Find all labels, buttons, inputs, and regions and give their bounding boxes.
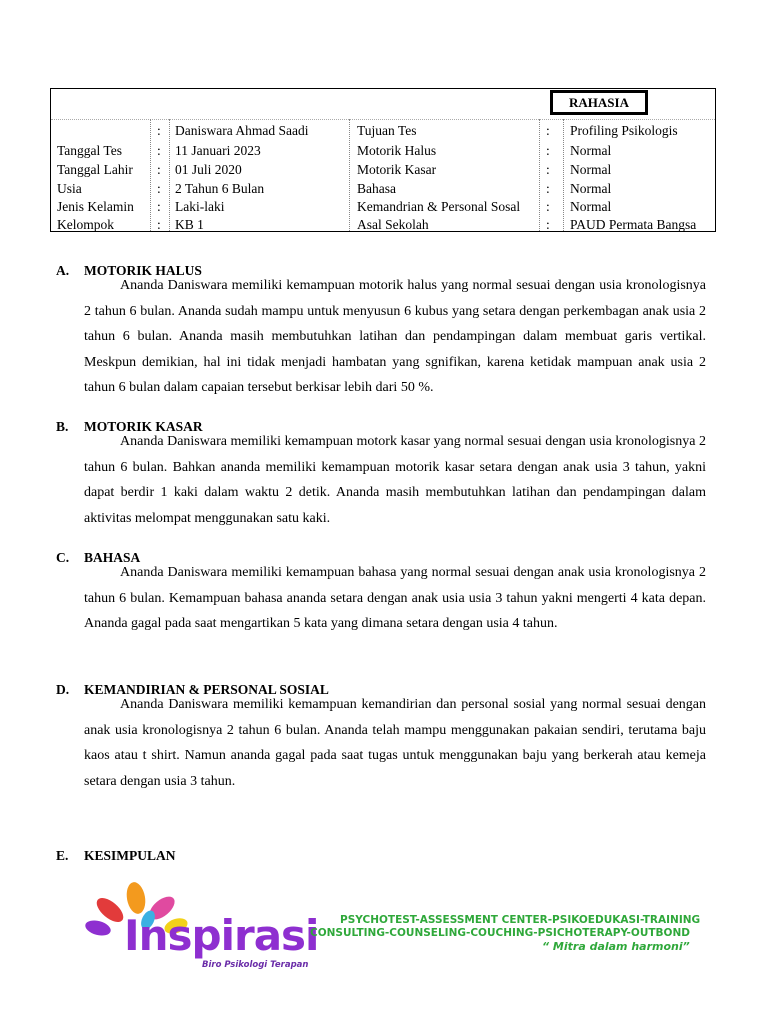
table-row (51, 141, 715, 160)
section-letter: A. (56, 263, 70, 278)
field-value: 11 Januari 2023 (175, 143, 261, 158)
field-label: Tujuan Tes (357, 123, 417, 138)
table-row (51, 179, 715, 198)
motto-text: “ Mitra dalam harmoni” (542, 940, 690, 953)
field-label: Motorik Kasar (357, 162, 437, 177)
field-separator: : (157, 217, 161, 232)
section-paragraph: Ananda Daniswara memiliki kemampuan motorik halus yang normal sesuai dengan usia kronologisnya 2 tahun 6 bulan. Ananda sudah mampu untuk menyusun 6 kubus yang setara dengan perkembagan anak usia 2 tahun 6 bulan. Ananda masih membutuhkan latihan dan pendampingan dalam membuat garis vertikal. Meskpun demikian, hal ini tidak menjadi hambatan yang sgnifikan, karena ketidak mampuan anak usia 2 tahun 6 bulan dalam capaian tersebut berkisar lebih dari 50 %. (84, 278, 706, 395)
field-value: 01 Juli 2020 (175, 162, 242, 177)
field-value: Laki-laki (175, 199, 225, 214)
tagline-services: PSYCHOTEST-ASSESSMENT CENTER-PSIKOEDUKASI-TRAINING (340, 914, 701, 926)
field-value: Normal (570, 199, 612, 214)
field-value: PAUD Permata Bangsa (570, 217, 697, 232)
section-letter: E. (56, 848, 69, 863)
field-separator: : (546, 217, 550, 232)
field-value: Profiling Psikologis (570, 123, 678, 138)
section-paragraph: Ananda Daniswara memiliki kemampuan kemandirian dan personal sosial yang normal sesuai dengan anak usia kronologisnya 2 tahun 6 bulan. Ananda telah mampu menggunakan pakaian sendiri, terutama baju kaos atau t shirt. Namun ananda gagal pada saat tugas untuk menggunakan baju yang berkerah atau kemeja setara dengan usia 3 tahun. (84, 697, 706, 789)
field-separator: : (546, 199, 550, 214)
brand-subtitle: Biro Psikologi Terapan (202, 960, 309, 970)
field-value: Normal (570, 143, 612, 158)
field-separator: : (157, 181, 161, 196)
section-title: MOTORIK KASAR (84, 419, 203, 434)
identity-table (50, 88, 716, 232)
section-bahasa (56, 549, 706, 637)
section-title: KEMANDIRIAN & PERSONAL SOSIAL (84, 682, 329, 697)
table-row (51, 160, 715, 179)
field-separator: : (157, 123, 161, 138)
field-value: Normal (570, 181, 612, 196)
field-label: Asal Sekolah (357, 217, 429, 232)
table-row (51, 121, 715, 140)
field-label: Usia (57, 181, 82, 196)
section-letter: D. (56, 682, 70, 697)
field-value: Daniswara Ahmad Saadi (175, 123, 309, 138)
tagline-programs: CONSULTING-COUNSELING-COUCHING-PSICHOTERAPY-OUTBOND (310, 927, 690, 939)
section-motorik-kasar (56, 418, 706, 531)
section-motorik-halus (56, 262, 706, 401)
letterhead-footer (84, 878, 701, 978)
section-heading (56, 847, 706, 865)
section-letter: B. (56, 419, 69, 434)
brand-logo-text: Inspirasi (124, 911, 319, 960)
field-separator: : (546, 123, 550, 138)
field-separator: : (157, 199, 161, 214)
section-kesimpulan (56, 847, 706, 865)
section-letter: C. (56, 550, 70, 565)
table-row (51, 197, 715, 216)
field-label: Kemandrian & Personal Sosal (357, 199, 521, 214)
field-label: Jenis Kelamin (57, 199, 134, 214)
section-title: MOTORIK HALUS (84, 263, 202, 278)
section-kemandirian (56, 681, 706, 794)
field-label: Motorik Halus (357, 143, 437, 158)
field-value: Normal (570, 162, 612, 177)
field-label: Bahasa (357, 181, 396, 196)
table-row (51, 215, 715, 234)
confidential-label: RAHASIA (550, 90, 648, 115)
field-value: 2 Tahun 6 Bulan (175, 181, 265, 196)
section-paragraph: Ananda Daniswara memiliki kemampuan bahasa yang normal sesuai dengan anak usia kronologisnya 2 tahun 6 bulan. Kemampuan bahasa ananda setara dengan anak usia usia 3 tahun yakni mengerti 4 kata depan. Ananda gagal pada saat mengartikan 5 kata yang dimana setara dengan usia 4 tahun. (84, 565, 706, 631)
section-title: BAHASA (84, 550, 141, 565)
section-paragraph: Ananda Daniswara memiliki kemampuan motork kasar yang normal sesuai dengan usia kronologisnya 2 tahun 6 bulan. Bahkan ananda memiliki kemampuan motorik kasar setara dengan anak usia 3 tahun, yakni dapat berdir 1 kaki dalam waktu 2 detik. Ananda masih membutuhkan latihan dan pendampingan dalam aktivitas melompat menggunakan satu kaki. (84, 434, 706, 526)
field-value: KB 1 (175, 217, 204, 232)
field-label: Kelompok (57, 217, 114, 232)
field-separator: : (157, 162, 161, 177)
field-label: Tanggal Lahir (57, 162, 133, 177)
section-title: KESIMPULAN (84, 848, 176, 863)
field-label: Tanggal Tes (57, 143, 122, 158)
field-separator: : (546, 162, 550, 177)
field-separator: : (546, 181, 550, 196)
field-separator: : (546, 143, 550, 158)
field-separator: : (157, 143, 161, 158)
